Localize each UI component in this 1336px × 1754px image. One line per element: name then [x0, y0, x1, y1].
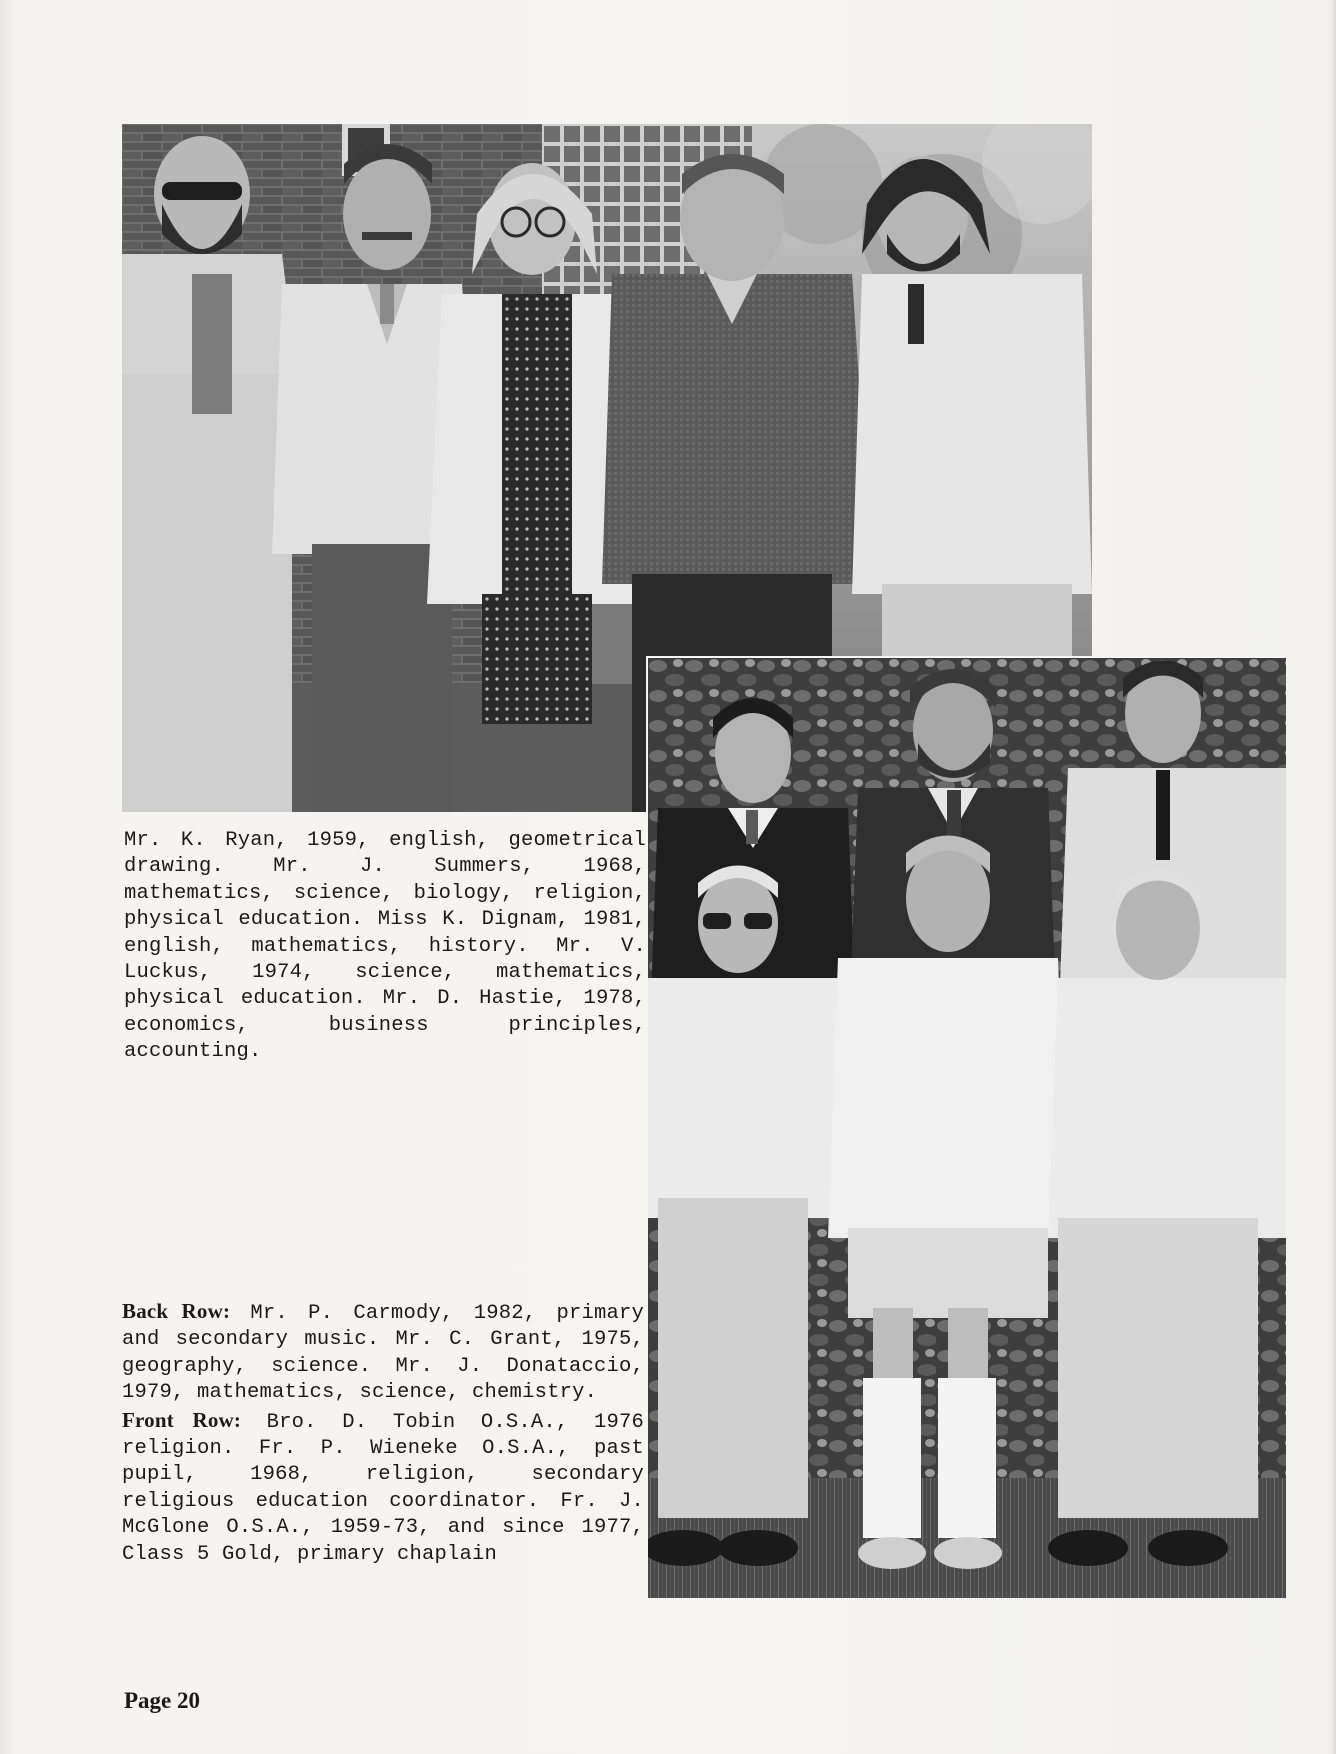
front-row-label: Front Row:: [122, 1407, 242, 1432]
staff-group-photo-bottom: [646, 656, 1286, 1598]
caption-top-photo: Mr. K. Ryan, 1959, english, geometrical drawing. Mr. J. Summers, 1968, mathematics, science, biology, religion, physical education. Miss K. Dignam, 1981, english, mathematics, history. Mr. V. Luckus, 1974, science, mathematics, physical education. Mr. D. Hastie, 1978, economics, business principles, accounting.: [124, 829, 646, 1064]
caption-bottom-photo: [122, 1298, 644, 1568]
page-number: Page 20: [124, 1688, 201, 1713]
back-row-text: Mr. P. Carmody, 1982, primary and secondary music. Mr. C. Grant, 1975, geography, science. Mr. J. Donataccio, 1979, mathematics, science, chemistry.: [122, 1302, 644, 1405]
staff-group-photo-bottom-image: [648, 658, 1286, 1598]
front-row-text: Bro. D. Tobin O.S.A., 1976 religion. Fr. P. Wieneke O.S.A., past pupil, 1968, religion, secondary religious education coordinator. Fr. J. McGlone O.S.A., 1959-73, and since 1977, Class 5 Gold, primary chaplain: [122, 1410, 644, 1566]
page-edge: [1330, 0, 1336, 1754]
back-row-label: Back Row:: [122, 1299, 231, 1323]
